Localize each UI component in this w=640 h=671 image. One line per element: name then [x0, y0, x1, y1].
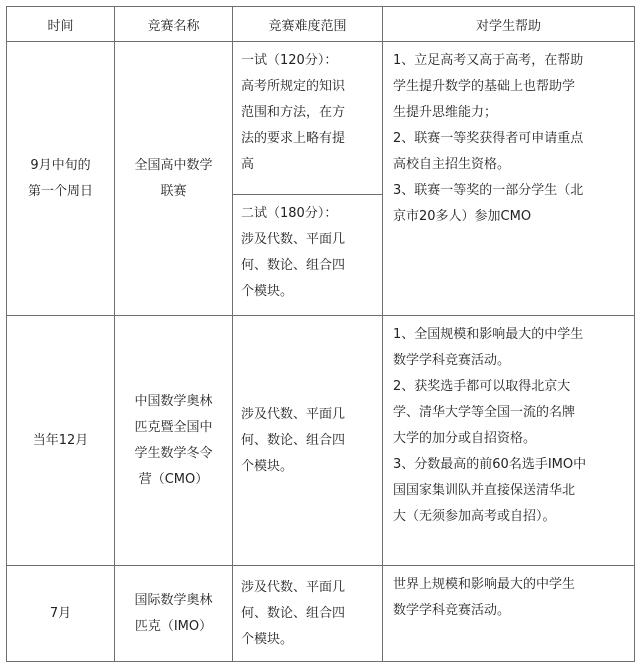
header-difficulty: 竞赛难度范围: [233, 7, 383, 42]
table-row: [7, 42, 635, 316]
help-line: 国国家集训队并直接保送清华北: [393, 483, 576, 498]
help-line: 1、立足高考又高于高考，在帮助: [393, 53, 584, 68]
name-line: 营（CMO）: [138, 471, 209, 487]
help-line: 生提升思维能力；: [393, 105, 498, 120]
time-line: 7月: [49, 605, 72, 621]
cell-time: [7, 316, 115, 566]
name-line: 学生数学冬令: [134, 445, 213, 461]
name-line: 国际数学奥林: [134, 592, 213, 608]
cell-time: [7, 42, 115, 316]
difficulty-line: 涉及代数、平面几: [241, 232, 346, 247]
difficulty-line: 何、数论、组合四: [241, 258, 346, 273]
table-row: [7, 316, 635, 566]
difficulty-section-1: [233, 42, 382, 194]
cell-help: [383, 42, 635, 316]
help-line: 3、联赛一等奖的一部分学生（北: [393, 183, 584, 198]
help-line: 2、获奖选手都可以取得北京大: [393, 379, 571, 394]
help-line: 3、分数最高的前60名选手IMO中: [393, 457, 587, 472]
name-line: 匹克（IMO）: [134, 618, 213, 634]
help-line: 数学学科竞赛活动。: [393, 603, 511, 618]
cell-time: [7, 566, 115, 662]
cell-help: [383, 566, 635, 662]
time-line: 9月中旬的: [30, 157, 91, 173]
help-line: 1、全国规模和影响最大的中学生: [393, 327, 584, 342]
header-help: 对学生帮助: [383, 7, 635, 42]
cell-difficulty: [233, 566, 383, 662]
time-line: 当年12月: [32, 432, 89, 448]
cell-help: [383, 316, 635, 566]
difficulty-line: 涉及代数、平面几: [241, 579, 346, 595]
difficulty-line: 个模块。: [241, 631, 294, 647]
cell-name: [115, 42, 233, 316]
difficulty-text: [233, 396, 382, 486]
difficulty-line: 法的要求上略有提: [241, 131, 346, 146]
difficulty-line: 何、数论、组合四: [241, 432, 346, 448]
difficulty-text: [233, 569, 382, 659]
cell-name: [115, 566, 233, 662]
difficulty-line: 个模块。: [241, 458, 294, 474]
help-line: 大学的加分或自招资格。: [393, 431, 537, 446]
difficulty-line: 二试（180分）：: [241, 206, 338, 221]
help-line: 2、联赛一等奖获得者可申请重点: [393, 131, 584, 146]
difficulty-line: 涉及代数、平面几: [241, 406, 346, 422]
time-line: 第一个周日: [27, 183, 93, 199]
name-line: 中国数学奥林: [134, 393, 213, 409]
help-line: 学生提升数学的基础上也帮助学: [393, 79, 576, 94]
name-line: 匹克暨全国中: [134, 419, 213, 435]
name-line: 联赛: [160, 183, 187, 199]
name-line: 全国高中数学: [134, 157, 213, 173]
help-line: 数学学科竞赛活动。: [393, 353, 511, 368]
table-header-row: [7, 7, 635, 42]
table-row: [7, 566, 635, 662]
header-name: 竞赛名称: [115, 7, 233, 42]
help-line: 世界上规模和影响最大的中学生: [393, 577, 576, 592]
competition-table: [6, 6, 635, 662]
difficulty-line: 高考所规定的知识: [241, 79, 346, 94]
header-time: 时间: [7, 7, 115, 42]
help-line: 高校自主招生资格。: [393, 157, 511, 172]
help-line: 大（无须参加高考或自招）。: [393, 509, 556, 524]
difficulty-line: 高: [241, 157, 255, 172]
difficulty-section-2: [233, 194, 382, 311]
cell-difficulty: [233, 316, 383, 566]
help-line: 学、清华大学等全国一流的名牌: [393, 405, 576, 420]
difficulty-line: 何、数论、组合四: [241, 605, 346, 621]
cell-name: [115, 316, 233, 566]
difficulty-line: 范围和方法，在方: [241, 105, 346, 120]
help-line: 京市20多人）参加CMO: [393, 209, 532, 224]
difficulty-line: 个模块。: [241, 284, 294, 299]
difficulty-line: 一试（120分）：: [241, 53, 338, 68]
cell-difficulty: [233, 42, 383, 316]
